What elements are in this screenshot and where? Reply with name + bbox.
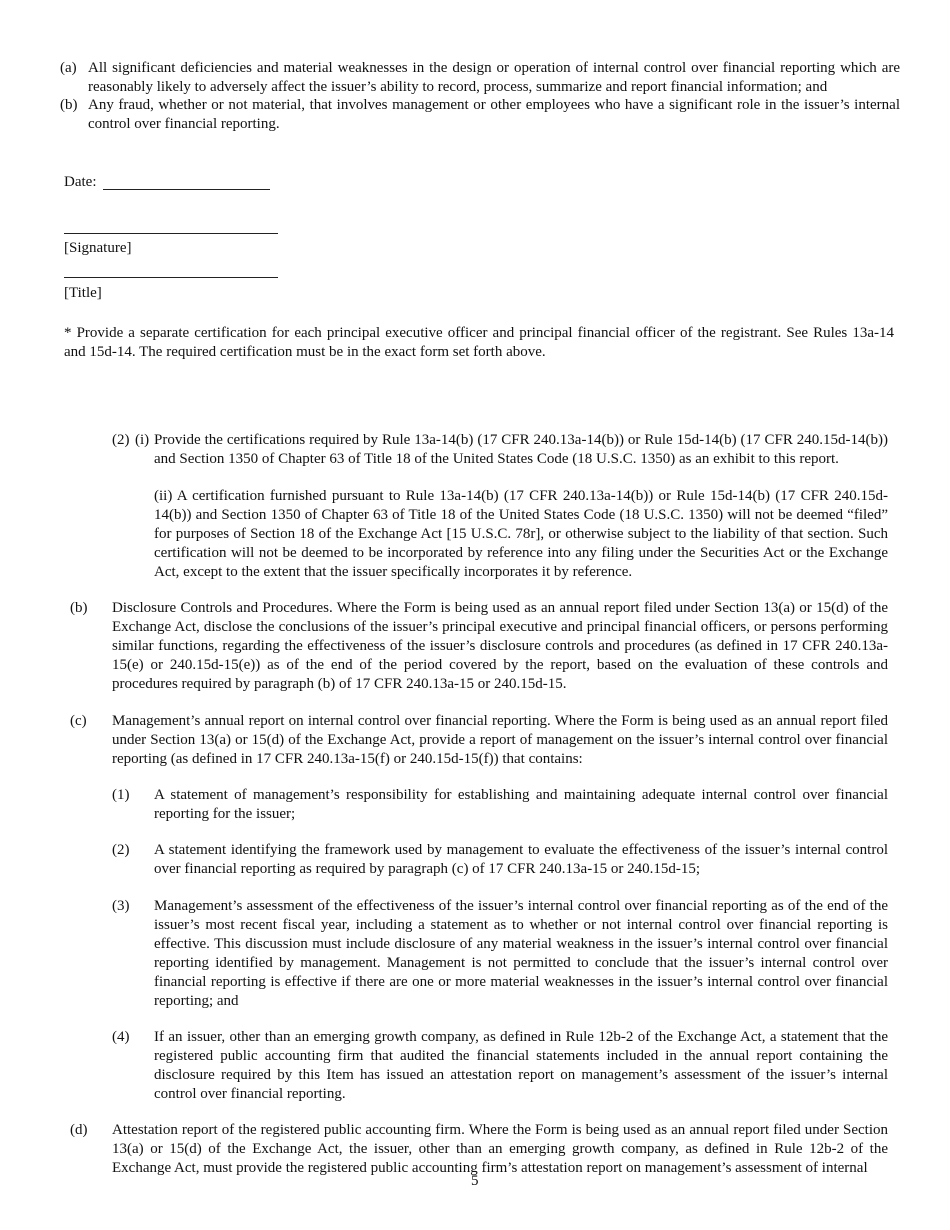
section-d-text: Attestation report of the registered public accounting firm. Where the Form is being used as an annual report filed under Section 13(a) or 15(d) of the Exchange Act, the issuer, other than an emerging growth company, as defined in Rule 12b-2 of the Exchange Act, must provide the registered public accounting firm’s attestation report on management’s assessment of internal [112, 1122, 888, 1176]
title-label: [Title] [64, 285, 102, 301]
title-line [64, 277, 278, 278]
date-label: Date: [64, 174, 97, 190]
page-number: 5 [471, 1173, 479, 1189]
section-c-label: (c) [70, 713, 87, 729]
list-label-b: (b) [60, 97, 78, 113]
certification-footnote: * Provide a separate certification for each principal executive officer and principal financial officer of the registrant. See Rules 13a-14 and 15d-14. The required certification must be in the exact form set forth above. [64, 325, 894, 360]
item-2-i-label: (i) [135, 432, 150, 448]
section-c-item-3-label: (3) [112, 898, 130, 914]
date-line [103, 189, 270, 190]
section-c-item-4-text: If an issuer, other than an emerging growth company, as defined in Rule 12b-2 of the Exchange Act, a statement that the registered public accounting firm that audited the financial statements included in the annual report containing the disclosure required by this Item has issued an attestation report on management’s assessment of the issuer’s internal control over financial reporting. [154, 1029, 888, 1102]
section-c-text: Management’s annual report on internal control over financial reporting. Where the Form is being used as an annual report filed under Section 13(a) or 15(d) of the Exchange Act, provide a report of management on the issuer’s internal control over financial reporting (as defined in 17 CFR 240.13a-15(f) or 240.15d-15(f)) that contains: [112, 713, 888, 767]
section-b-text: Disclosure Controls and Procedures. Where the Form is being used as an annual report filed under Section 13(a) or 15(d) of the Exchange Act, disclose the conclusions of the issuer’s principal executive and principal financial officers, or persons performing similar functions, regarding the effectiveness of the issuer’s disclosure controls and procedures (as defined in 17 CFR 240.13a-15(e) or 240.15d-15(e)) as of the end of the period covered by the report, based on the evaluation of these controls and procedures required by paragraph (b) of 17 CFR 240.13a-15 or 240.15d-15. [112, 600, 888, 692]
section-b-label: (b) [70, 600, 88, 616]
section-c-item-1-text: A statement of management’s responsibility for establishing and maintaining adequate internal control over financial reporting for the issuer; [154, 787, 888, 822]
item-2-label: (2) [112, 432, 130, 448]
section-c-item-2-text: A statement identifying the framework used by management to evaluate the effectiveness of the issuer’s internal control over financial reporting as required by paragraph (c) of 17 CFR 240.13a-15 or 240.15d-15; [154, 842, 888, 877]
section-c-item-1-label: (1) [112, 787, 130, 803]
list-label-a: (a) [60, 60, 77, 76]
list-item-a-text: All significant deficiencies and material weaknesses in the design or operation of internal control over financial reporting which are reasonably likely to adversely affect the issuer’s ability to record, process, summarize and report financial information; and [88, 60, 900, 95]
section-c-item-4-label: (4) [112, 1029, 130, 1045]
signature-line [64, 233, 278, 234]
section-c-item-3-text: Management’s assessment of the effectiveness of the issuer’s internal control over financial reporting as of the end of the issuer’s most recent fiscal year, including a statement as to whether or not internal control over financial reporting is effective. This discussion must include disclosure of any material weakness in the issuer’s internal control over financial reporting identified by management. Management is not permitted to conclude that the issuer’s internal control over financial reporting is effective if there are one or more material weaknesses in the issuer’s internal control over financial reporting; and [154, 898, 888, 1009]
section-d-label: (d) [70, 1122, 88, 1138]
list-item-b-text: Any fraud, whether or not material, that involves management or other employees who have a significant role in the issuer’s internal control over financial reporting. [88, 97, 900, 132]
signature-label: [Signature] [64, 240, 132, 256]
item-2-i-text: Provide the certifications required by Rule 13a-14(b) (17 CFR 240.13a-14(b)) or Rule 15d-14(b) (17 CFR 240.15d-14(b)) and Section 1350 of Chapter 63 of Title 18 of the United States Code (18 U.S.C. 1350) as an exhibit to this report. [154, 432, 888, 467]
section-c-item-2-label: (2) [112, 842, 130, 858]
item-2-ii-text: (ii) A certification furnished pursuant to Rule 13a-14(b) (17 CFR 240.13a-14(b)) or Rule 15d-14(b) (17 CFR 240.15d-14(b)) and Section 1350 of Chapter 63 of Title 18 of the United States Code (18 U.S.C. 1350) will not be deemed “filed” for purposes of Section 18 of the Exchange Act [15 U.S.C. 78r], or otherwise subject to the liability of that section. Such certification will not be deemed to be incorporated by reference into any filing under the Securities Act or the Exchange Act, except to the extent that the issuer specifically incorporates it by reference. [154, 488, 888, 580]
